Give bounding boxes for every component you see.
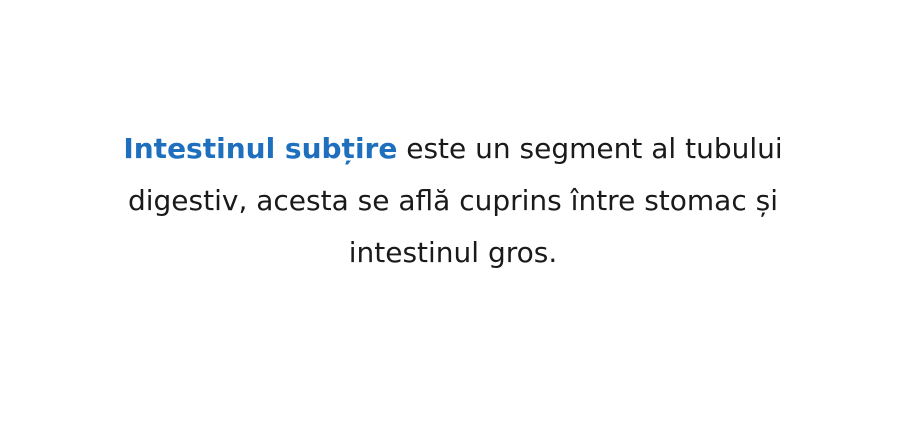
definition-text: este un segment al tubului digestiv, acesta se află cuprins între stomac și intestinul gros.	[127, 131, 783, 269]
definition-paragraph	[93, 123, 813, 279]
highlighted-term: Intestinul subțire	[123, 131, 398, 165]
